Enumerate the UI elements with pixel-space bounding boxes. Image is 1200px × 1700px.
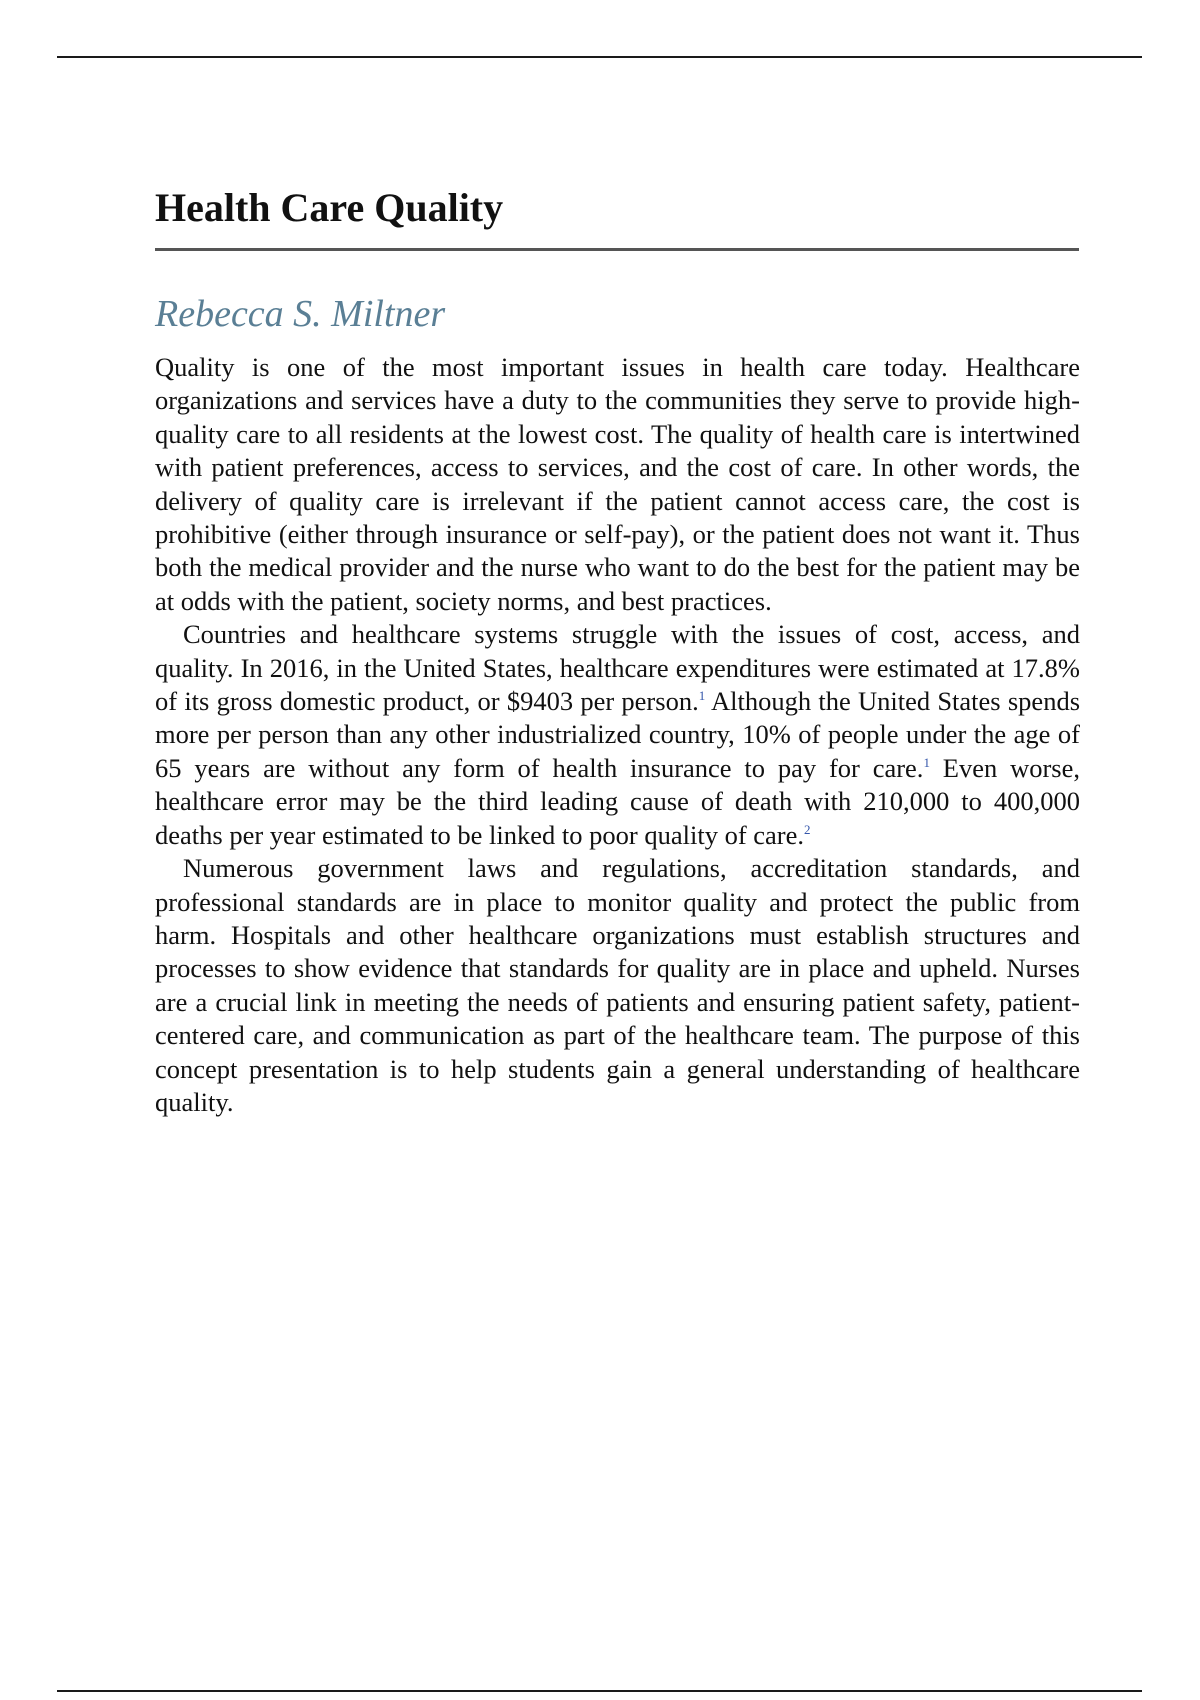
body-paragraph: [155, 351, 1080, 618]
paragraph-text: Numerous government laws and regulations, accreditation standards, and professional standards are in place to monitor quality and protect the public from harm. Hospitals and other healthcare organizations must establish structures and processes to show evidence that standards for quality are in place and upheld. Nurses are a crucial link in meeting the needs of patients and ensuring patient safety, patient-centered care, and communication as part of the healthcare team. The purpose of this concept presentation is to help students gain a general understanding of healthcare quality.: [155, 853, 1080, 1117]
page-bottom-rule: [57, 1690, 1142, 1692]
paragraph-text: Countries and healthcare systems struggle with the issues of cost, access, and quality. In 2016, in the United States, healthcare expenditures were estimated at 17.8% of its gross domestic product, or $9403 per person.: [155, 619, 1080, 717]
document-body: [155, 178, 1080, 1119]
reference-link[interactable]: 2: [804, 821, 811, 837]
paragraph-text: Quality is one of the most important issues in health care today. Healthcare organizations and services have a duty to the communities they serve to provide high-quality care to all residents at the lowest cost. The quality of health care is intertwined with patient preferences, access to services, and the cost of care. In other words, the delivery of quality care is irrelevant if the patient cannot access care, the cost is prohibitive (either through insurance or self-pay), or the patient does not want it. Thus both the medical provider and the nurse who want to do the best for the patient may be at odds with the patient, society norms, and best practices.: [155, 352, 1080, 616]
body-paragraph: [155, 618, 1080, 852]
document-title: Health Care Quality: [155, 185, 504, 230]
paragraph-text: Although the United States spends more per person than any other industrialized country, 10% of people under the age of 65 years are without any form of health insurance to pay for care.: [155, 686, 1081, 783]
body-text: [155, 351, 1080, 1119]
author-name: Rebecca S. Miltner: [155, 293, 446, 335]
paragraph-text: Even worse, healthcare error may be the third leading cause of death with 210,000 to 400,000 deaths per year estimated to be linked to poor quality of care.: [155, 752, 1080, 850]
body-paragraph: [155, 852, 1080, 1119]
reference-link[interactable]: 1: [698, 688, 706, 704]
page-top-rule: [57, 56, 1142, 58]
reference-link[interactable]: 1: [923, 755, 930, 771]
title-rule: [155, 248, 1079, 251]
